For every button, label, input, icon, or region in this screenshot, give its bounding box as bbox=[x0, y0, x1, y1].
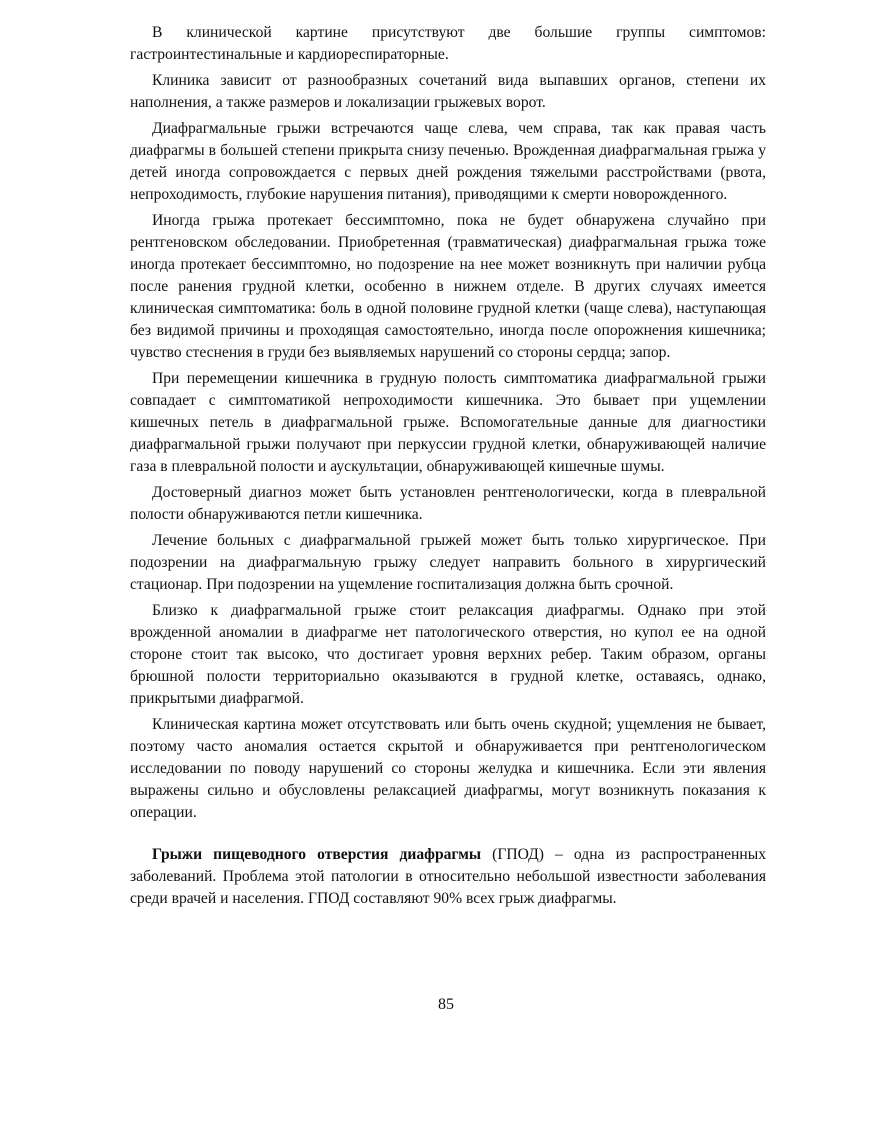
page-number: 85 bbox=[438, 996, 454, 1013]
paragraph: Лечение больных с диафрагмальной грыжей может быть только хирургическое. При подозрении на диафрагмальную грыжу следует направить больного в хирургический стационар. При подозрении на ущемление госпитализация должна быть срочной. bbox=[130, 532, 766, 593]
paragraph: Клиника зависит от разнообразных сочетаний вида выпавших органов, степени их наполнения, а также размеров и локализации грыжевых ворот. bbox=[130, 72, 766, 111]
paragraph: Клиническая картина может отсутствовать или быть очень скудной; ущемления не бывает, поэтому часто аномалия остается скрытой и обнаруживается при рентгенологическом исследовании по поводу нарушений со стороны желудка и кишечника. Если эти явления выражены сильно и обусловлены релаксацией диафрагмы, могут возникнуть показания к операции. bbox=[130, 716, 766, 821]
paragraph: При перемещении кишечника в грудную полость симптоматика диафрагмальной грыжи совпадает с симптоматикой непроходимости кишечника. Это бывает при ущемлении кишечных петель в диафрагмальной грыже. Вспомогательные данные для диагностики диафрагмальной грыжи получают при перкуссии грудной клетки, обнаруживающей наличие газа в плевральной полости и аускультации, обнаруживающей кишечные шумы. bbox=[130, 370, 766, 475]
paragraph: Диафрагмальные грыжи встречаются чаще слева, чем справа, так как правая часть диафрагмы в большей степени прикрыта снизу печенью. Врожденная диафрагмальная грыжа у детей иногда сопровождается с первых дней рождения тяжелыми расстройствами (рвота, непроходимость, глубокие нарушения питания), приводящими к смерти новорожденного. bbox=[130, 120, 766, 203]
section-text: (ГПОД) – одна из распространенных заболеваний. Проблема этой патологии в относительно небольшой известности заболевания среди врачей и населения. ГПОД составляют 90% всех грыж диафрагмы. bbox=[130, 846, 766, 907]
page-body bbox=[130, 22, 766, 914]
paragraph: В клинической картине присутствуют две большие группы симптомов: гастроинтестинальные и кардиореспираторные. bbox=[130, 24, 766, 63]
paragraph: Достоверный диагноз может быть установлен рентгенологически, когда в плевральной полости обнаруживаются петли кишечника. bbox=[130, 484, 766, 523]
paragraph: Близко к диафрагмальной грыже стоит релаксация диафрагмы. Однако при этой врожденной аномалии в диафрагме нет патологического отверстия, но купол ее на одной стороне стоит так высоко, что достигает уровня верхних ребер. Таким образом, органы брюшной полости территориально оказываются в грудной клетке, оставаясь, однако, прикрытыми диафрагмой. bbox=[130, 602, 766, 707]
paragraph: Иногда грыжа протекает бессимптомно, пока не будет обнаружена случайно при рентгеновском обследовании. Приобретенная (травматическая) диафрагмальная грыжа тоже иногда протекает бессимптомно, но подозрение на нее может возникнуть при наличии рубца после ранения грудной клетки, особенно в нижнем отделе. В других случаях имеется клиническая симптоматика: боль в одной половине грудной клетки (чаще слева), наступающая без видимой причины и проходящая самостоятельно, иногда после опорожнения кишечника; чувство стеснения в груди без выявляемых нарушений со стороны сердца; запор. bbox=[130, 212, 766, 361]
section-paragraph bbox=[130, 844, 766, 910]
section-term: Грыжи пищеводного отверстия диафрагмы bbox=[152, 846, 482, 863]
